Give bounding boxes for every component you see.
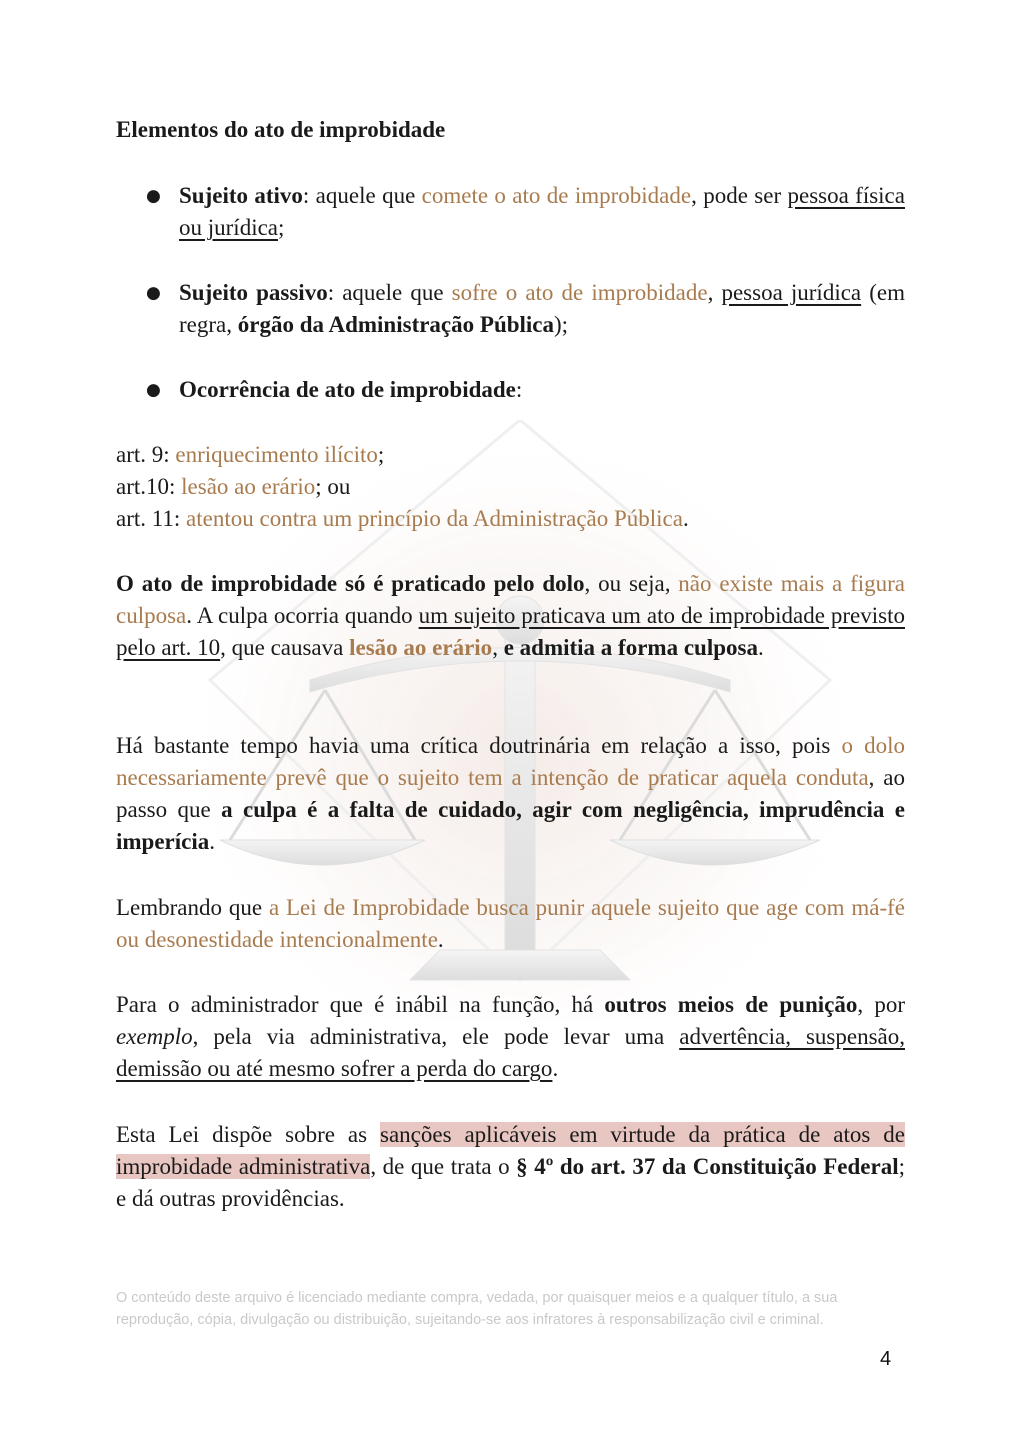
bullet-term: Ocorrência de ato de improbidade <box>179 377 516 402</box>
text: Lembrando que <box>116 895 269 920</box>
bullet-text: ; <box>278 215 285 240</box>
paragraph-critica <box>116 730 905 858</box>
text: , por <box>857 992 905 1017</box>
article-line <box>116 471 905 503</box>
italic-text: exemplo <box>116 1024 193 1049</box>
text: Esta Lei dispõe sobre as <box>116 1122 380 1147</box>
bold-text: § 4º do art. 37 da Constituição Federal <box>516 1154 899 1179</box>
text: , <box>492 635 504 660</box>
paragraph-lembrando <box>116 892 905 956</box>
article-label: art. 11: <box>116 506 187 531</box>
bold-text: a culpa é a falta de cuidado, agir com negligência, imprudência e imperícia <box>116 797 905 854</box>
text: , ou seja, <box>584 571 679 596</box>
text: . <box>437 927 444 952</box>
text: , de que trata o <box>370 1154 517 1179</box>
bullet-colon: : <box>302 183 310 208</box>
article-end: . <box>682 506 689 531</box>
license-footer <box>116 1287 916 1331</box>
text: ; e dá outras providências. <box>116 1154 905 1211</box>
article-end: ; <box>377 442 385 467</box>
highlight-text: não existe mais a figura culposa <box>116 571 906 628</box>
article-line <box>116 503 905 535</box>
text: Há bastante tempo havia uma crítica doutrinária em relação a isso, pois <box>116 733 842 758</box>
highlight-text: enriquecimento ilícito <box>175 442 378 467</box>
footer-line-1: O conteúdo deste arquivo é licenciado mediante compra, vedada, por quaisquer meios e a qualquer título, a sua <box>116 1290 838 1306</box>
bold-text: O ato de improbidade só é praticado pelo dolo <box>116 571 585 596</box>
section-title: Elementos do ato de improbidade <box>116 117 446 142</box>
bullet-text: aquele que <box>334 280 452 305</box>
pink-highlight-text: sanções aplicáveis em virtude da prática de atos de improbidade administrativa <box>116 1122 906 1179</box>
text: . A culpa ocorria quando <box>186 603 419 628</box>
highlight-text: lesão ao erário <box>181 474 316 499</box>
footer-line-2: reprodução, cópia, divulgação ou distribuição, sujeitando-se aos infratores à responsabilização civil e criminal. <box>116 1312 824 1328</box>
bullet-term: Sujeito ativo <box>179 183 303 208</box>
text: . <box>757 635 764 660</box>
page-number: 4 <box>880 1348 892 1370</box>
paragraph-administrador <box>116 989 905 1085</box>
article-label: art.10: <box>116 474 182 499</box>
underlined-text: pessoa física ou jurídica <box>179 183 905 240</box>
article-list <box>116 439 905 535</box>
bullet-text: aquele que <box>309 183 422 208</box>
highlight-text: atentou contra um princípio da Administração Pública <box>186 506 683 531</box>
highlight-text: comete o ato de improbidade <box>421 183 692 208</box>
text: Para o administrador que é inábil na função, há <box>116 992 605 1017</box>
highlight-text: sofre o ato de improbidade <box>451 280 708 305</box>
bullet-text: (em regra, <box>179 280 905 337</box>
article-end: ; ou <box>315 474 351 499</box>
bullet-sujeito-passivo <box>179 277 905 341</box>
paragraph-dolo <box>116 568 905 664</box>
bullet-colon: : <box>515 377 523 402</box>
underlined-text: um sujeito praticava um ato de improbidade previsto pelo art. 10 <box>116 603 905 660</box>
bullet-text: , pode ser <box>691 183 788 208</box>
text: , ao passo que <box>116 765 905 822</box>
bullet-text: , <box>707 280 722 305</box>
text: , pela via administrativa, ele pode levar uma <box>192 1024 680 1049</box>
bullet-text: ); <box>554 312 569 337</box>
highlight-text: o dolo necessariamente prevê que o sujeito tem a intenção de praticar aquela conduta <box>116 733 905 790</box>
bold-text: outros meios de punição <box>604 992 858 1017</box>
article-line <box>116 439 905 471</box>
highlight-text: a Lei de Improbidade busca punir aquele sujeito que age com má-fé ou desonestidade intencionalmente <box>116 895 905 952</box>
text: , que causava <box>220 635 350 660</box>
highlight-bold-text: lesão ao erário <box>349 635 493 660</box>
text: . <box>209 829 215 854</box>
bullet-sujeito-ativo <box>179 180 905 244</box>
text: . <box>552 1056 559 1081</box>
article-label: art. 9: <box>116 442 176 467</box>
bullet-ocorrencia <box>179 374 905 406</box>
bold-text: e admitia a forma culposa <box>503 635 758 660</box>
underlined-text: pessoa jurídica <box>721 280 862 305</box>
bullet-term: Sujeito passivo <box>179 280 328 305</box>
bold-text: órgão da Administração Pública <box>237 312 555 337</box>
underlined-text: advertência, suspensão, demissão ou até mesmo sofrer a perda do cargo <box>116 1024 905 1081</box>
bullet-colon: : <box>327 280 335 305</box>
paragraph-lei <box>116 1119 905 1215</box>
